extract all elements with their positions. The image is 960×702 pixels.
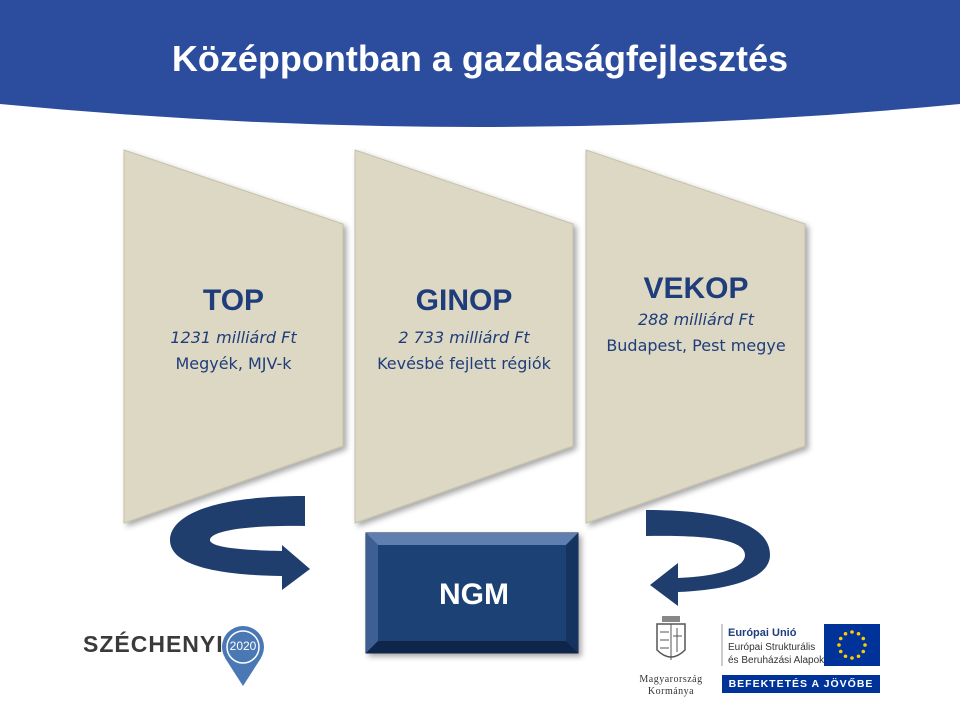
eu-star [857,632,861,636]
eu-star [861,637,865,641]
panel-vekop-region: Budapest, Pest megye [606,336,786,355]
curved-arrow-left [170,496,310,590]
panel-top-amount: 1231 milliárd Ft [170,328,297,347]
curved-arrow-right [646,510,770,606]
panel-vekop-amount: 288 milliárd Ft [637,310,755,329]
panel-top-title: TOP [202,284,265,317]
eu-title: Európai Unió [728,627,797,639]
panel-ginop-region: Kevésbé fejlett régiók [377,354,551,373]
eu-star [844,654,848,658]
coat-of-arms-icon [657,616,685,660]
panel-vekop-title: VEKOP [643,272,749,305]
slide-title: Középpontban a gazdaságfejlesztés [171,38,789,79]
government-text-line2: Kormánya [647,686,695,697]
eu-star [844,632,848,636]
panel-ginop-amount: 2 733 milliárd Ft [398,328,530,347]
eu-subtitle-line2: és Beruházási Alapok [728,655,825,666]
szechenyi-pin-icon [222,626,264,686]
szechenyi-logo-text: SZÉCHENYI [83,631,224,657]
eu-star [837,643,841,647]
government-text-line1: Magyarország [639,674,703,685]
eu-star [850,630,854,634]
ngm-label: NGM [439,578,509,611]
panel-vekop [601,272,791,356]
eu-star [839,637,843,641]
eu-slogan-banner: BEFEKTETÉS A JÖVŐBE [722,675,880,693]
eu-star [857,654,861,658]
panel-ginop [355,284,573,374]
panel-top-region: Megyék, MJV-k [175,354,292,373]
eu-star [861,650,865,654]
eu-star [850,656,854,660]
eu-star [839,650,843,654]
eu-star [863,643,867,647]
panel-top [124,284,343,374]
eu-subtitle-line1: Európai Strukturális [728,642,816,653]
szechenyi-logo-year: 2020 [229,639,257,653]
panel-ginop-title: GINOP [415,284,513,317]
